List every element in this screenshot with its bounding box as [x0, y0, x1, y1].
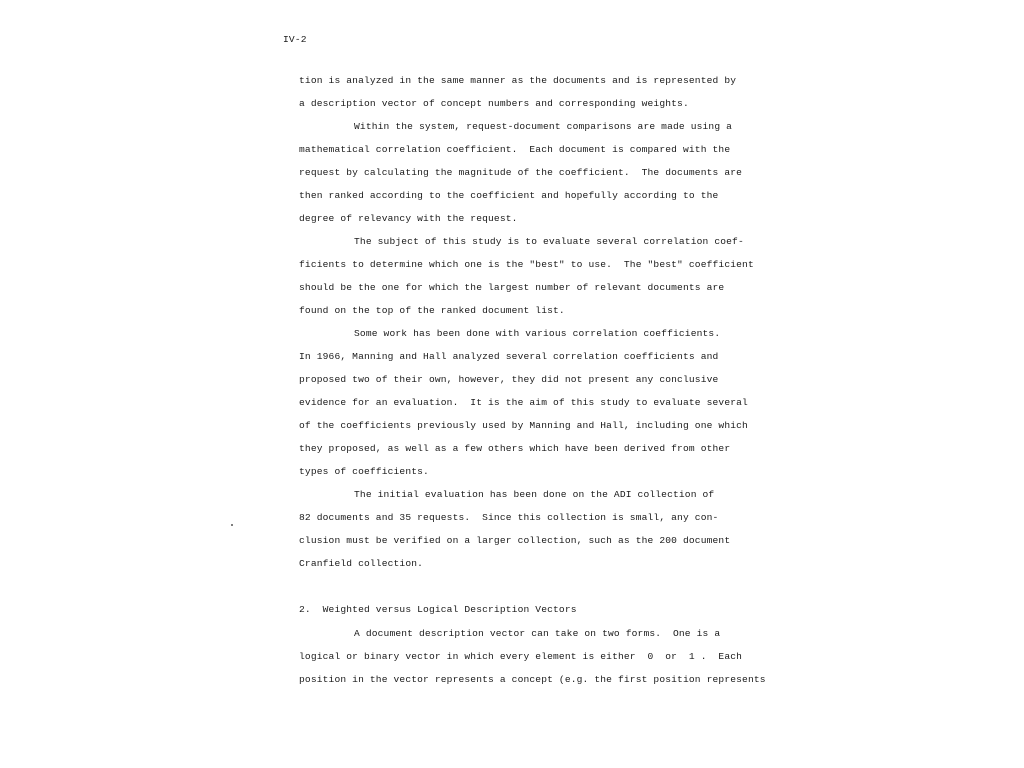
text-line: degree of relevancy with the request. [299, 213, 518, 224]
text-line: of the coefficients previously used by Manning and Hall, including one which [299, 420, 748, 431]
text-line: The initial evaluation has been done on the ADI collection of [354, 489, 715, 500]
text-line: A document description vector can take on two forms. One is a [354, 628, 721, 639]
text-line: should be the one for which the largest number of relevant documents are [299, 282, 725, 293]
text-line: 82 documents and 35 requests. Since this collection is small, any con- [299, 512, 719, 523]
text-line: types of coefficients. [299, 466, 429, 477]
text-line: mathematical correlation coefficient. Each document is compared with the [299, 144, 731, 155]
text-line: evidence for an evaluation. It is the aim of this study to evaluate several [299, 397, 748, 408]
text-line: logical or binary vector in which every element is either 0 or 1 . Each [299, 651, 743, 662]
text-line: ficients to determine which one is the "best" to use. The "best" coefficient [299, 259, 754, 270]
text-line: The subject of this study is to evaluate several correlation coef- [354, 236, 744, 247]
text-line: request by calculating the magnitude of the coefficient. The documents are [299, 167, 743, 178]
text-line: proposed two of their own, however, they did not present any conclusive [299, 374, 719, 385]
text-line: Some work has been done with various correlation coefficients. [354, 328, 721, 339]
section-heading: 2. Weighted versus Logical Description Vectors [299, 604, 577, 615]
text-line: position in the vector represents a concept (e.g. the first position represents [299, 674, 766, 685]
text-line: clusion must be verified on a larger collection, such as the 200 document [299, 535, 731, 546]
text-line: Cranfield collection. [299, 558, 424, 569]
text-line: In 1966, Manning and Hall analyzed several correlation coefficients and [299, 351, 719, 362]
text-line: Within the system, request-document comparisons are made using a [354, 121, 733, 132]
page-number: IV-2 [283, 34, 307, 45]
text-line: tion is analyzed in the same manner as the documents and is represented by [299, 75, 737, 86]
scan-speck [231, 524, 233, 526]
text-line: found on the top of the ranked document list. [299, 305, 565, 316]
text-line: a description vector of concept numbers and corresponding weights. [299, 98, 689, 109]
text-line: then ranked according to the coefficient and hopefully according to the [299, 190, 719, 201]
text-line: they proposed, as well as a few others which have been derived from other [299, 443, 731, 454]
